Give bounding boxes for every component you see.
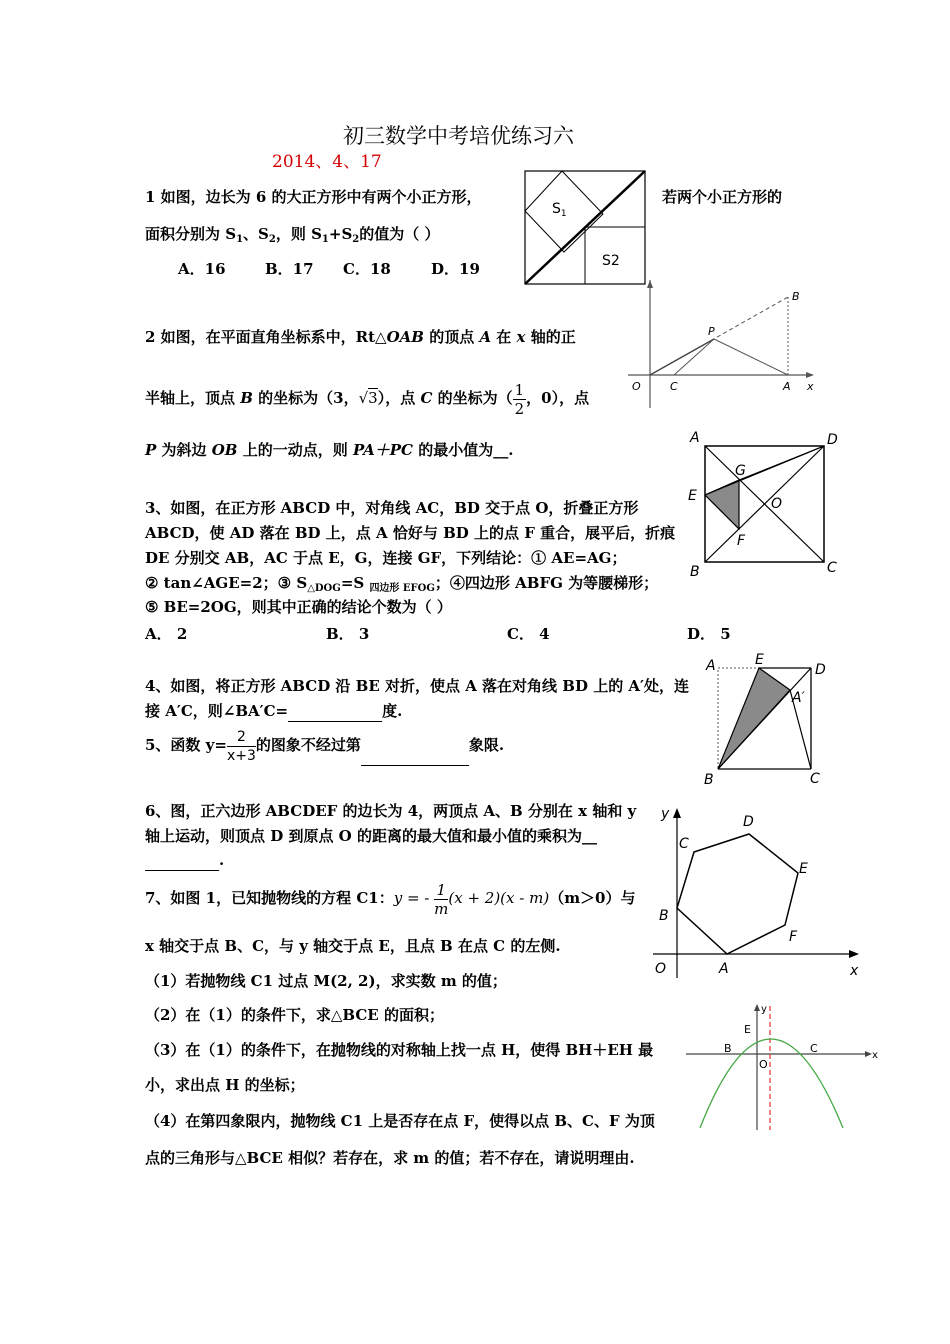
q1-option-b: B．17 xyxy=(265,260,314,278)
label-d: D xyxy=(815,662,826,678)
q2-figure xyxy=(622,278,822,410)
y-axis-arrow xyxy=(647,280,653,288)
q5-answer-blank[interactable] xyxy=(361,725,469,766)
q3-line4: ② tan∠AGE=2；③ $S_{\triangle DOG}=S$ $_{四边形 EFOG}$；④四边形 ABFG 为等腰梯形； xyxy=(145,574,659,594)
segment-pc xyxy=(674,339,714,375)
shaded-triangle-left xyxy=(705,480,739,529)
x-axis-arrow xyxy=(849,950,859,958)
segment-pa xyxy=(714,339,788,375)
label-s2: S2 xyxy=(602,253,620,269)
q1-line1: 1 如图，边长为 6 的大正方形中有两个小正方形， xyxy=(145,188,482,206)
q5-fraction: $\frac{2}{x+3}$ xyxy=(226,728,256,764)
q1-option-a: A．16 xyxy=(178,260,226,278)
q3-option-a: A． 2 xyxy=(145,625,188,643)
label-a: A xyxy=(690,430,700,446)
q3-line1: 3、如图，在正方形 ABCD 中，对角线 AC，BD 交于点 O，折叠正方形 xyxy=(145,499,639,517)
q3-option-c: C． 4 xyxy=(507,625,550,643)
label-e: E xyxy=(688,488,697,504)
q7-sub1: （1）若抛物线 C1 过点 M(2, 2)，求实数 m 的值； xyxy=(145,972,507,990)
label-e: E xyxy=(799,861,808,877)
parabola-c1 xyxy=(700,1039,843,1128)
label-a: A xyxy=(783,380,791,393)
q2-line3: P 为斜边 OB 上的一动点，则 PA＋PC 的最小值为__. xyxy=(145,441,514,459)
q3-line3: DE 分别交 AB，AC 于点 E，G，连接 GF，下列结论：① AE=AG； xyxy=(145,549,627,567)
q3-line5: ⑤ BE=2OG，则其中正确的结论个数为（ ） xyxy=(145,598,452,616)
label-g: G xyxy=(735,463,746,479)
q7-sub3-line2: 小，求出点 H 的坐标； xyxy=(145,1076,305,1094)
q3-line2: ABCD，使 AD 落在 BD 上，点 A 恰好与 BD 上的点 F 重合，展平后，折痕 xyxy=(145,524,676,542)
q7-sub4-line2: 点的三角形与△BCE 相似？若存在，求 m 的值；若不存在，请说明理由. xyxy=(145,1149,635,1167)
y-axis-arrow xyxy=(673,808,681,818)
date: 2014、4、17 xyxy=(272,152,382,172)
label-o: O xyxy=(655,961,667,977)
q2-line2: 半轴上，顶点 B 的坐标为（3，√3），点 C 的坐标为（ $\frac{1}{2}$ ，0），点 xyxy=(145,380,590,418)
q6-line1: 6、图，正六边形 ABCDEF 的边长为 4，两顶点 A、B 分别在 x 轴和 y xyxy=(145,802,637,820)
label-o: O xyxy=(632,380,641,393)
hexagon-abcdef xyxy=(677,834,798,954)
q3-option-b: B． 3 xyxy=(326,625,370,643)
q5-line: 5、函数 y= $\frac{2}{x+3}$ 的图象不经过第 象限. xyxy=(145,725,504,766)
label-x: x xyxy=(850,963,859,979)
q6-figure xyxy=(645,800,865,982)
q6-answer-blank[interactable] xyxy=(145,850,219,871)
q3-figure xyxy=(682,428,844,580)
q7-sub3-line1: （3）在（1）的条件下，在抛物线的对称轴上找一点 H，使得 BH＋EH 最 xyxy=(145,1041,654,1059)
x-axis-arrow xyxy=(806,372,814,378)
label-a: A xyxy=(706,658,716,674)
label-e: E xyxy=(755,652,764,668)
q7-figure xyxy=(682,1000,882,1134)
q1-option-c: C．18 xyxy=(343,260,391,278)
label-c: C xyxy=(827,560,837,576)
q4-answer-blank[interactable] xyxy=(288,701,382,722)
q7-line1: 7、如图 1，已知抛物线的方程 C1：y = - $\frac{1}{m}$ (x + 2)(x - m)（m＞0）与 xyxy=(145,880,636,918)
x-axis-arrow xyxy=(865,1051,872,1057)
q6-line3: . xyxy=(145,850,224,871)
label-b: B xyxy=(659,908,669,924)
label-y: y xyxy=(761,1004,767,1015)
q1-figure xyxy=(522,168,650,288)
label-b: B xyxy=(724,1042,732,1055)
label-f: F xyxy=(789,929,798,945)
crease-de xyxy=(705,446,824,495)
label-b: B xyxy=(792,290,800,303)
y-axis-arrow xyxy=(754,1004,760,1011)
label-e: E xyxy=(744,1023,751,1036)
q4-line1: 4、如图，将正方形 ABCD 沿 BE 对折，使点 A 落在对角线 BD 上的 A′处，连 xyxy=(145,677,690,695)
q4-figure xyxy=(700,650,832,788)
q2-line1: 2 如图，在平面直角坐标系中，Rt△OAB 的顶点 A 在 x 轴的正 xyxy=(145,328,576,346)
q1-line2: 面积分别为 $S_1$、$S_2$，则 $S_1+S_2$的值为（ ） xyxy=(145,225,440,245)
q7-line2: x 轴交于点 B、C，与 y 轴交于点 E，且点 B 在点 C 的左侧. xyxy=(145,937,561,955)
label-d: D xyxy=(827,432,838,448)
label-p: P xyxy=(708,325,715,338)
q4-line2: 接 A′C，则∠BA′C= 度. xyxy=(145,702,403,720)
label-a: A xyxy=(719,961,729,977)
q1-line1-right: 若两个小正方形的 xyxy=(662,188,783,206)
label-c: C xyxy=(810,771,820,787)
q7-fraction: $\frac{1}{m}$ xyxy=(434,880,449,918)
label-c: C xyxy=(679,836,689,852)
label-o: O xyxy=(771,496,783,512)
label-x: x xyxy=(872,1050,878,1061)
fraction-half: $\frac{1}{2}$ xyxy=(514,380,525,418)
q1-option-d: D．19 xyxy=(431,260,480,278)
segment-op xyxy=(650,339,714,375)
label-d: D xyxy=(743,814,754,830)
folded-triangle xyxy=(718,668,790,769)
page-title: 初三数学中考培优练习六 xyxy=(343,124,574,148)
sqrt-symbol: √ xyxy=(358,389,369,407)
q6-line2: 轴上运动，则顶点 D 到原点 O 的距离的最大值和最小值的乘积为__ xyxy=(145,827,597,845)
q7-sub4-line1: （4）在第四象限内，抛物线 C1 上是否存在点 F，使得以点 B、C、F 为顶 xyxy=(145,1112,655,1130)
label-c: C xyxy=(810,1042,818,1055)
q3-option-d: D． 5 xyxy=(687,625,731,643)
label-x: x xyxy=(807,380,814,393)
label-c: C xyxy=(670,380,678,393)
label-o: O xyxy=(759,1058,768,1071)
q7-sub2: （2）在（1）的条件下，求△BCE 的面积； xyxy=(145,1006,444,1024)
label-s1: $S_1$ xyxy=(552,201,567,219)
label-a-prime: A′ xyxy=(792,690,805,706)
label-f: F xyxy=(737,533,746,549)
label-y: y xyxy=(661,806,670,822)
label-b: B xyxy=(704,772,714,788)
label-b: B xyxy=(690,564,700,580)
